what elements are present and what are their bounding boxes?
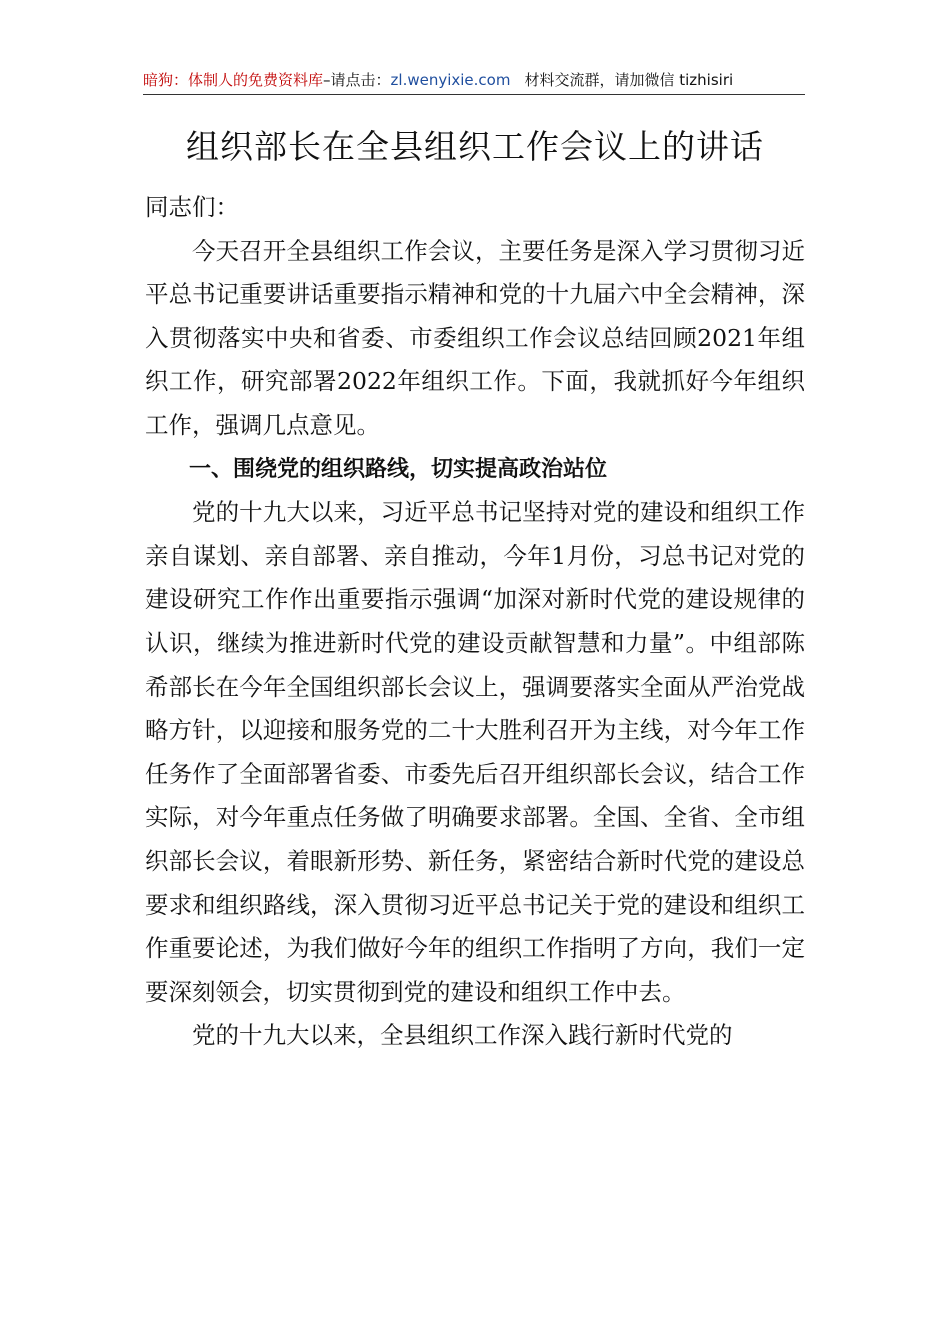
header-url-link[interactable]: zl.wenyixie.com [390,71,511,89]
salutation: 同志们： [145,193,239,221]
intro-paragraph: 今天召开全县组织工作会议，主要任务是深入学习贯彻习近平总书记重要讲话重要指示精神和党的十九届六中全会精神，深入贯彻落实中央和省委、市委组织工作会议总结回顾2021年组织工作，研究部署2022年组织工作。下面，我就抓好今年组织工作，强调几点意见。 [145,236,805,439]
page-header [143,68,805,92]
header-brand: 暗狗：体制人的免费资料库 [143,71,324,89]
document-title: 组织部长在全县组织工作会议上的讲话 [186,127,764,166]
section-paragraph: 党的十九大以来，全县组织工作深入践行新时代党的 [192,1021,733,1050]
header-divider [143,94,805,95]
header-group-text: 材料交流群，请加微信 tizhisiri [524,71,734,89]
section-heading: 一、围绕党的组织路线，切实提高政治站位 [189,456,608,482]
document-body [145,186,805,1058]
header-click-label: –请点击： [323,71,391,89]
section-paragraph: 党的十九大以来，习近平总书记坚持对党的建设和组织工作亲自谋划、亲自部署、亲自推动，今年1月份，习总书记对党的建设研究工作作出重要指示强调“加深对新时代党的建设规律的认识，继续为推进新时代党的建设贡献智慧和力量”。中组部陈希部长在今年全国组织部长会议上，强调要落实全面从严治党战略方针，以迎接和服务党的二十大胜利召开为主线，对今年工作任务作了全面部署省委、市委先后召开组织部长会议，结合工作实际，对今年重点任务做了明确要求部署。全国、全省、全市组织部长会议，着眼新形势、新任务，紧密结合新时代党的建设总要求和组织路线，深入贯彻习近平总书记关于党的建设和组织工作重要论述，为我们做好今年的组织工作指明了方向，我们一定要深刻领会，切实贯彻到党的建设和组织工作中去。 [145,498,805,1006]
